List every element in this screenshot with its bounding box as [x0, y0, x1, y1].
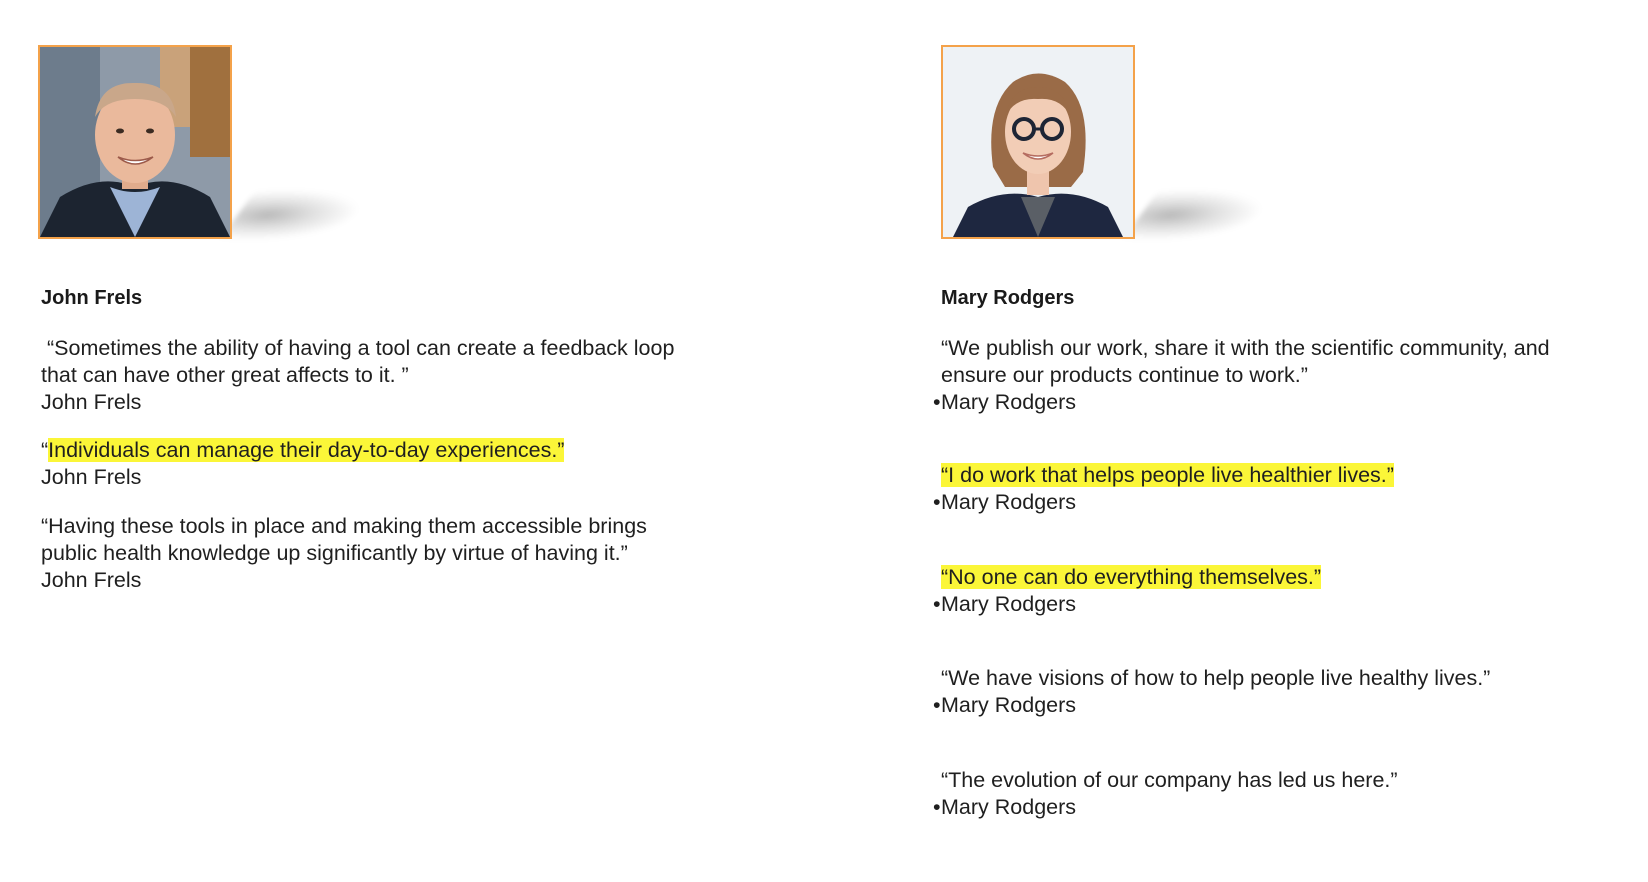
quote-text: “We have visions of how to help people live healthy lives.”	[941, 666, 1491, 690]
quote-author-name: Mary Rodgers	[941, 795, 1077, 819]
quote-block	[41, 513, 701, 594]
highlighted-quote: “I do work that helps people live healthier lives.”	[941, 463, 1394, 487]
mary-rodgers-photo	[941, 45, 1135, 239]
person-name-john-frels: John Frels	[41, 287, 143, 309]
quote-text: “Having these tools in place and making them accessible brings public health knowledge up significantly by virtue of having it.”	[41, 514, 653, 565]
highlighted-quote: “No one can do everything themselves.”	[941, 565, 1322, 589]
quote-author: John Frels	[41, 465, 142, 489]
bullet-marker: •	[933, 390, 941, 414]
quote-text: “Sometimes the ability of having a tool can create a feedback loop that can have other great affects to it. ”	[41, 336, 681, 387]
quote-author	[933, 794, 1621, 821]
quote-author: John Frels	[41, 568, 142, 592]
quote-block	[41, 335, 701, 416]
john-frels-photo-frame	[38, 45, 232, 239]
quote-text	[41, 437, 701, 464]
quote-author	[933, 489, 1621, 516]
quote-text: “The evolution of our company has led us here.”	[941, 768, 1398, 792]
bullet-marker: •	[933, 795, 941, 819]
photo-shadow	[220, 190, 375, 240]
quote-author-name: Mary Rodgers	[941, 390, 1077, 414]
bullet-marker: •	[933, 490, 941, 514]
quote-author-name: Mary Rodgers	[941, 592, 1077, 616]
quote-block	[933, 564, 1621, 618]
bullet-marker: •	[933, 693, 941, 717]
quote-block	[933, 665, 1621, 719]
quote-text	[941, 564, 1621, 591]
quote-author	[933, 692, 1621, 719]
quote-block	[41, 437, 701, 491]
quote-author	[933, 591, 1621, 618]
mary-rodgers-portrait-image	[943, 47, 1133, 237]
john-frels-photo	[38, 45, 232, 239]
bullet-marker: •	[933, 592, 941, 616]
quote-text: “We publish our work, share it with the scientific community, and ensure our products continue to work.”	[941, 336, 1556, 387]
mary-rodgers-photo-frame	[941, 45, 1135, 239]
quote-author-name: Mary Rodgers	[941, 693, 1077, 717]
quote-author: John Frels	[41, 390, 142, 414]
quote-open-mark: “	[41, 438, 49, 462]
quote-author	[933, 389, 1621, 416]
quote-author-name: Mary Rodgers	[941, 490, 1077, 514]
quote-text	[941, 462, 1621, 489]
quote-block	[933, 462, 1621, 516]
quote-block	[933, 767, 1621, 821]
photo-shadow	[1123, 190, 1278, 240]
quote-block	[933, 335, 1621, 416]
john-frels-portrait-image	[40, 47, 230, 237]
person-name-mary-rodgers: Mary Rodgers	[941, 287, 1075, 309]
highlighted-quote: Individuals can manage their day-to-day experiences.”	[48, 438, 565, 462]
